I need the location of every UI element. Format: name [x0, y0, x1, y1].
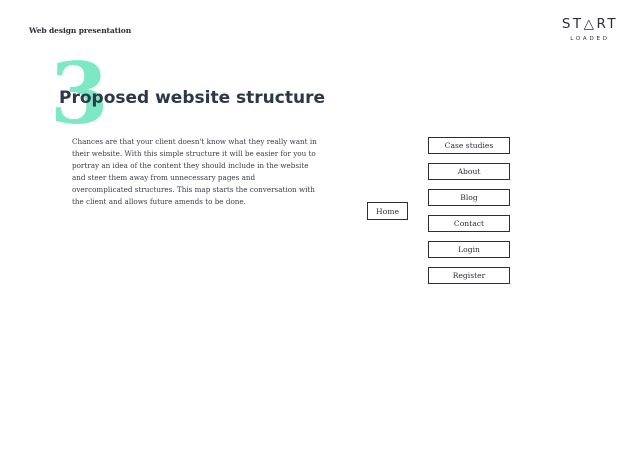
header-label: Web design presentation — [29, 26, 132, 35]
slide-body-text: Chances are that your client doesn't know what they really want in their website. With this simple structure it will be easier for you to portray an idea of the content they should include in the website and steer them away from unnecessary pages and overcomplicated structures. This map starts the conversation with the client and allows future amends to be done. — [72, 137, 317, 206]
sitemap-page-box: Login — [428, 241, 510, 258]
sitemap-page-box: About — [428, 163, 510, 180]
logo-sub: LOADED — [570, 36, 610, 42]
logo-main: ST△RT — [561, 16, 619, 32]
sitemap-page-box: Contact — [428, 215, 510, 232]
logo — [560, 14, 620, 48]
slide-title: Proposed website structure — [59, 88, 325, 108]
slide-number: 3 — [50, 44, 109, 143]
sitemap-home-box: Home — [367, 202, 408, 220]
sitemap-page-box: Register — [428, 267, 510, 284]
sitemap-page-box: Case studies — [428, 137, 510, 154]
sitemap-page-box: Blog — [428, 189, 510, 206]
